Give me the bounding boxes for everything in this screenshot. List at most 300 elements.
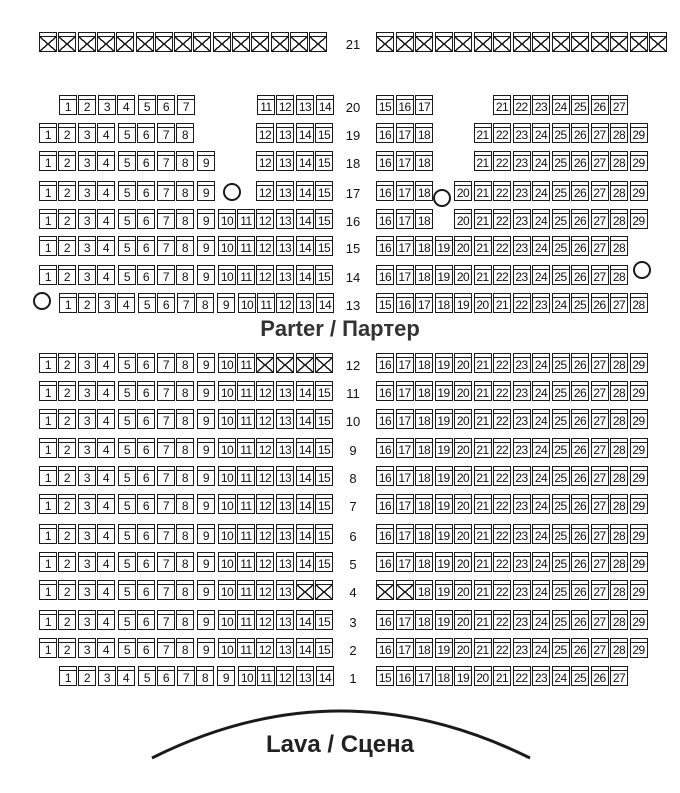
seat-number[interactable]: 11 <box>237 413 255 429</box>
seat-number[interactable]: 26 <box>591 99 609 115</box>
seat[interactable] <box>435 438 453 458</box>
seat[interactable] <box>97 524 115 544</box>
seat[interactable] <box>571 123 589 143</box>
seat[interactable] <box>396 610 414 630</box>
seat[interactable] <box>552 638 570 658</box>
seat[interactable] <box>58 236 76 256</box>
seat-number[interactable]: 23 <box>513 385 531 401</box>
seat[interactable] <box>296 381 314 401</box>
seat[interactable] <box>97 151 115 171</box>
seat[interactable] <box>571 610 589 630</box>
seat[interactable] <box>571 236 589 256</box>
seat-number[interactable]: 20 <box>454 385 472 401</box>
seat-number[interactable]: 18 <box>415 498 433 514</box>
seat-number[interactable]: 5 <box>118 240 136 256</box>
seat-number[interactable]: 1 <box>39 185 57 201</box>
seat[interactable] <box>197 151 215 171</box>
seat[interactable] <box>376 181 394 201</box>
seat-number[interactable]: 6 <box>137 528 155 544</box>
seat[interactable] <box>630 524 648 544</box>
seat[interactable] <box>396 236 414 256</box>
seat-number[interactable]: 3 <box>78 642 96 658</box>
seat[interactable] <box>454 209 472 229</box>
seat[interactable] <box>176 409 194 429</box>
seat-number[interactable]: 8 <box>176 556 194 572</box>
seat-number[interactable]: 21 <box>474 413 492 429</box>
seat[interactable] <box>474 438 492 458</box>
seat-number[interactable]: 18 <box>435 670 453 686</box>
seat-number[interactable]: 21 <box>474 269 492 285</box>
seat-number[interactable]: 2 <box>58 498 76 514</box>
seat-number[interactable]: 26 <box>571 528 589 544</box>
seat[interactable] <box>157 151 175 171</box>
seat-number[interactable]: 6 <box>137 357 155 373</box>
seat[interactable] <box>435 610 453 630</box>
seat-number[interactable]: 10 <box>218 528 236 544</box>
seat-number[interactable]: 20 <box>454 213 472 229</box>
seat[interactable] <box>435 265 453 285</box>
seat[interactable] <box>532 381 550 401</box>
seat[interactable] <box>454 610 472 630</box>
seat[interactable] <box>97 610 115 630</box>
seat[interactable] <box>474 610 492 630</box>
seat-number[interactable]: 22 <box>493 240 511 256</box>
seat[interactable] <box>552 524 570 544</box>
seat[interactable] <box>591 610 609 630</box>
seat[interactable] <box>474 265 492 285</box>
seat[interactable] <box>256 123 274 143</box>
seat-number[interactable]: 26 <box>591 670 609 686</box>
seat[interactable] <box>591 638 609 658</box>
seat[interactable] <box>296 438 314 458</box>
seat-number[interactable]: 6 <box>137 413 155 429</box>
seat-number[interactable]: 6 <box>137 556 155 572</box>
seat-number[interactable]: 22 <box>493 528 511 544</box>
seat-number[interactable]: 18 <box>415 213 433 229</box>
seat-number[interactable]: 9 <box>197 413 215 429</box>
seat[interactable] <box>138 293 156 313</box>
seat[interactable] <box>376 666 394 686</box>
seat[interactable] <box>176 181 194 201</box>
seat-number[interactable]: 28 <box>610 357 628 373</box>
seat-number[interactable]: 11 <box>237 269 255 285</box>
seat[interactable] <box>78 466 96 486</box>
seat[interactable] <box>237 409 255 429</box>
seat-number[interactable]: 21 <box>493 670 511 686</box>
seat-number[interactable]: 8 <box>176 642 194 658</box>
seat-number[interactable]: 21 <box>474 155 492 171</box>
seat-number[interactable]: 17 <box>396 614 414 630</box>
seat[interactable] <box>454 524 472 544</box>
seat[interactable] <box>237 209 255 229</box>
seat-number[interactable]: 9 <box>197 584 215 600</box>
seat-number[interactable]: 7 <box>157 556 175 572</box>
seat[interactable] <box>513 181 531 201</box>
seat[interactable] <box>176 381 194 401</box>
seat-number[interactable]: 4 <box>97 269 115 285</box>
seat-number[interactable]: 7 <box>157 155 175 171</box>
seat-number[interactable]: 1 <box>39 357 57 373</box>
seat[interactable] <box>591 353 609 373</box>
seat-number[interactable]: 2 <box>58 413 76 429</box>
seat[interactable] <box>78 610 96 630</box>
seat-number[interactable]: 4 <box>97 127 115 143</box>
seat[interactable] <box>137 123 155 143</box>
seat[interactable] <box>197 494 215 514</box>
seat-number[interactable]: 7 <box>157 442 175 458</box>
seat-number[interactable]: 19 <box>435 642 453 658</box>
seat[interactable] <box>610 438 628 458</box>
seat[interactable] <box>415 265 433 285</box>
seat-number[interactable]: 26 <box>571 185 589 201</box>
seat[interactable] <box>276 552 294 572</box>
seat[interactable] <box>315 438 333 458</box>
seat-number[interactable]: 18 <box>435 297 453 313</box>
seat-number[interactable]: 7 <box>157 127 175 143</box>
seat-number[interactable]: 21 <box>474 584 492 600</box>
seat[interactable] <box>197 265 215 285</box>
seat[interactable] <box>78 265 96 285</box>
seat-number[interactable]: 22 <box>493 127 511 143</box>
seat[interactable] <box>474 353 492 373</box>
seat[interactable] <box>98 666 116 686</box>
seat[interactable] <box>256 466 274 486</box>
seat-number[interactable]: 8 <box>176 127 194 143</box>
seat-number[interactable]: 24 <box>532 442 550 458</box>
seat[interactable] <box>217 666 235 686</box>
seat-number[interactable]: 20 <box>454 240 472 256</box>
seat-number[interactable]: 21 <box>474 240 492 256</box>
seat[interactable] <box>396 552 414 572</box>
seat[interactable] <box>454 494 472 514</box>
seat-number[interactable]: 26 <box>571 442 589 458</box>
seat-number[interactable]: 21 <box>474 213 492 229</box>
seat[interactable] <box>591 293 609 313</box>
seat[interactable] <box>256 524 274 544</box>
seat[interactable] <box>532 236 550 256</box>
seat[interactable] <box>435 466 453 486</box>
seat[interactable] <box>552 552 570 572</box>
seat-number[interactable]: 13 <box>296 297 314 313</box>
seat-number[interactable]: 17 <box>396 213 414 229</box>
seat[interactable] <box>493 580 511 600</box>
seat-number[interactable]: 9 <box>197 614 215 630</box>
seat[interactable] <box>118 181 136 201</box>
seat-number[interactable]: 24 <box>532 269 550 285</box>
seat-number[interactable]: 23 <box>532 670 550 686</box>
seat[interactable] <box>513 438 531 458</box>
seat-number[interactable]: 1 <box>59 99 77 115</box>
seat[interactable] <box>137 151 155 171</box>
seat-number[interactable]: 4 <box>97 442 115 458</box>
seat[interactable] <box>97 638 115 658</box>
seat-number[interactable]: 22 <box>493 413 511 429</box>
seat-number[interactable]: 6 <box>157 99 175 115</box>
seat-number[interactable]: 21 <box>493 99 511 115</box>
seat[interactable] <box>176 610 194 630</box>
seat-number[interactable]: 28 <box>610 385 628 401</box>
seat-number[interactable]: 22 <box>493 556 511 572</box>
seat-number[interactable]: 17 <box>396 269 414 285</box>
seat[interactable] <box>396 95 414 115</box>
seat-number[interactable]: 9 <box>197 155 215 171</box>
seat-number[interactable]: 16 <box>376 185 394 201</box>
seat[interactable] <box>454 409 472 429</box>
seat-number[interactable]: 27 <box>591 642 609 658</box>
seat[interactable] <box>97 494 115 514</box>
seat-number[interactable]: 9 <box>197 385 215 401</box>
seat[interactable] <box>39 610 57 630</box>
seat-number[interactable]: 27 <box>591 614 609 630</box>
seat-number[interactable]: 29 <box>630 185 648 201</box>
seat-number[interactable]: 15 <box>315 442 333 458</box>
seat[interactable] <box>218 494 236 514</box>
seat-number[interactable]: 16 <box>376 413 394 429</box>
seat[interactable] <box>238 666 256 686</box>
seat-number[interactable]: 18 <box>415 185 433 201</box>
seat-number[interactable]: 19 <box>454 670 472 686</box>
seat-number[interactable]: 25 <box>552 614 570 630</box>
seat[interactable] <box>435 666 453 686</box>
seat[interactable] <box>493 409 511 429</box>
seat[interactable] <box>97 236 115 256</box>
seat[interactable] <box>415 381 433 401</box>
seat[interactable] <box>376 610 394 630</box>
seat-number[interactable]: 27 <box>591 413 609 429</box>
seat-number[interactable]: 25 <box>552 498 570 514</box>
seat-number[interactable]: 1 <box>39 584 57 600</box>
seat[interactable] <box>513 151 531 171</box>
seat[interactable] <box>256 638 274 658</box>
seat-number[interactable]: 25 <box>552 357 570 373</box>
seat[interactable] <box>513 409 531 429</box>
seat[interactable] <box>157 209 175 229</box>
seat[interactable] <box>493 494 511 514</box>
seat-number[interactable]: 28 <box>610 498 628 514</box>
seat-number[interactable]: 29 <box>630 357 648 373</box>
seat-number[interactable]: 24 <box>532 185 550 201</box>
seat[interactable] <box>396 666 414 686</box>
seat[interactable] <box>315 638 333 658</box>
seat-number[interactable]: 12 <box>256 385 274 401</box>
seat-number[interactable]: 11 <box>237 584 255 600</box>
seat[interactable] <box>513 123 531 143</box>
seat-number[interactable]: 27 <box>591 556 609 572</box>
seat-number[interactable]: 6 <box>137 498 155 514</box>
seat-number[interactable]: 17 <box>396 528 414 544</box>
seat-number[interactable]: 5 <box>118 127 136 143</box>
seat[interactable] <box>276 409 294 429</box>
seat[interactable] <box>137 438 155 458</box>
seat[interactable] <box>138 666 156 686</box>
seat[interactable] <box>197 638 215 658</box>
seat-number[interactable]: 13 <box>296 99 314 115</box>
seat[interactable] <box>513 666 531 686</box>
seat-number[interactable]: 12 <box>256 127 274 143</box>
seat-number[interactable]: 3 <box>78 127 96 143</box>
seat[interactable] <box>376 466 394 486</box>
seat-number[interactable]: 28 <box>610 642 628 658</box>
seat-number[interactable]: 19 <box>435 614 453 630</box>
seat-number[interactable]: 8 <box>176 528 194 544</box>
seat[interactable] <box>97 181 115 201</box>
seat-number[interactable]: 9 <box>197 357 215 373</box>
seat[interactable] <box>176 466 194 486</box>
seat[interactable] <box>256 438 274 458</box>
seat-number[interactable]: 2 <box>58 127 76 143</box>
seat-number[interactable]: 29 <box>630 614 648 630</box>
seat[interactable] <box>396 151 414 171</box>
seat-number[interactable]: 9 <box>197 213 215 229</box>
seat-number[interactable]: 13 <box>276 642 294 658</box>
seat[interactable] <box>376 123 394 143</box>
seat[interactable] <box>396 209 414 229</box>
seat-number[interactable]: 19 <box>435 556 453 572</box>
seat[interactable] <box>571 181 589 201</box>
seat[interactable] <box>58 181 76 201</box>
seat-number[interactable]: 14 <box>316 670 334 686</box>
seat[interactable] <box>532 552 550 572</box>
seat[interactable] <box>58 151 76 171</box>
seat[interactable] <box>610 552 628 572</box>
seat[interactable] <box>296 293 314 313</box>
seat-number[interactable]: 25 <box>552 584 570 600</box>
seat-number[interactable]: 11 <box>237 614 255 630</box>
seat[interactable] <box>118 580 136 600</box>
seat-number[interactable]: 18 <box>415 614 433 630</box>
seat-number[interactable]: 27 <box>591 213 609 229</box>
seat[interactable] <box>39 181 57 201</box>
seat[interactable] <box>552 293 570 313</box>
seat-number[interactable]: 13 <box>276 127 294 143</box>
seat-number[interactable]: 3 <box>78 385 96 401</box>
seat[interactable] <box>396 181 414 201</box>
seat[interactable] <box>415 353 433 373</box>
seat-number[interactable]: 13 <box>276 269 294 285</box>
seat[interactable] <box>474 123 492 143</box>
seat[interactable] <box>513 524 531 544</box>
seat[interactable] <box>532 524 550 544</box>
seat[interactable] <box>396 438 414 458</box>
seat-number[interactable]: 29 <box>630 413 648 429</box>
seat[interactable] <box>610 209 628 229</box>
seat[interactable] <box>532 293 550 313</box>
seat[interactable] <box>237 466 255 486</box>
seat[interactable] <box>513 353 531 373</box>
seat-number[interactable]: 6 <box>157 670 175 686</box>
seat[interactable] <box>39 552 57 572</box>
seat[interactable] <box>474 666 492 686</box>
seat-number[interactable]: 24 <box>532 584 550 600</box>
seat[interactable] <box>435 293 453 313</box>
seat[interactable] <box>610 151 628 171</box>
seat[interactable] <box>435 409 453 429</box>
seat-number[interactable]: 1 <box>39 498 57 514</box>
seat-number[interactable]: 4 <box>97 385 115 401</box>
seat-number[interactable]: 12 <box>256 269 274 285</box>
seat[interactable] <box>435 580 453 600</box>
seat[interactable] <box>218 265 236 285</box>
seat[interactable] <box>435 524 453 544</box>
seat[interactable] <box>396 409 414 429</box>
seat-number[interactable]: 14 <box>316 99 334 115</box>
seat-number[interactable]: 9 <box>197 442 215 458</box>
seat[interactable] <box>276 236 294 256</box>
seat[interactable] <box>474 381 492 401</box>
seat[interactable] <box>630 552 648 572</box>
seat[interactable] <box>415 524 433 544</box>
seat[interactable] <box>376 552 394 572</box>
seat-number[interactable]: 1 <box>39 240 57 256</box>
seat[interactable] <box>97 466 115 486</box>
seat-number[interactable]: 2 <box>58 357 76 373</box>
seat[interactable] <box>610 466 628 486</box>
seat-number[interactable]: 2 <box>58 614 76 630</box>
seat[interactable] <box>58 524 76 544</box>
seat-number[interactable]: 24 <box>532 614 550 630</box>
seat[interactable] <box>78 181 96 201</box>
seat-number[interactable]: 7 <box>157 584 175 600</box>
seat-number[interactable]: 1 <box>39 213 57 229</box>
seat-number[interactable]: 29 <box>630 556 648 572</box>
seat[interactable] <box>315 123 333 143</box>
seat[interactable] <box>78 552 96 572</box>
seat-number[interactable]: 3 <box>78 240 96 256</box>
seat-number[interactable]: 7 <box>157 498 175 514</box>
seat[interactable] <box>435 236 453 256</box>
seat-number[interactable]: 28 <box>610 442 628 458</box>
seat-number[interactable]: 4 <box>97 413 115 429</box>
seat[interactable] <box>237 638 255 658</box>
seat[interactable] <box>415 293 433 313</box>
seat[interactable] <box>78 438 96 458</box>
seat[interactable] <box>97 438 115 458</box>
seat-number[interactable]: 19 <box>435 442 453 458</box>
seat[interactable] <box>415 494 433 514</box>
seat-number[interactable]: 21 <box>474 127 492 143</box>
seat-number[interactable]: 6 <box>137 155 155 171</box>
seat-number[interactable]: 22 <box>513 670 531 686</box>
seat-number[interactable]: 11 <box>237 385 255 401</box>
seat[interactable] <box>552 236 570 256</box>
seat-number[interactable]: 22 <box>493 185 511 201</box>
seat-number[interactable]: 26 <box>571 269 589 285</box>
seat[interactable] <box>415 209 433 229</box>
seat-number[interactable]: 7 <box>157 385 175 401</box>
seat[interactable] <box>118 438 136 458</box>
seat-number[interactable]: 16 <box>376 498 394 514</box>
seat[interactable] <box>237 265 255 285</box>
seat[interactable] <box>474 293 492 313</box>
seat[interactable] <box>98 293 116 313</box>
seat[interactable] <box>176 524 194 544</box>
seat[interactable] <box>552 438 570 458</box>
seat-number[interactable]: 12 <box>256 240 274 256</box>
seat[interactable] <box>117 666 135 686</box>
seat-number[interactable]: 26 <box>571 127 589 143</box>
seat-number[interactable]: 8 <box>176 269 194 285</box>
seat[interactable] <box>218 552 236 572</box>
seat[interactable] <box>591 181 609 201</box>
seat-number[interactable]: 25 <box>552 413 570 429</box>
seat-number[interactable]: 24 <box>532 498 550 514</box>
seat-number[interactable]: 11 <box>237 213 255 229</box>
seat-number[interactable]: 18 <box>415 357 433 373</box>
seat[interactable] <box>296 666 314 686</box>
seat[interactable] <box>376 438 394 458</box>
seat-number[interactable]: 18 <box>415 442 433 458</box>
seat[interactable] <box>117 95 135 115</box>
